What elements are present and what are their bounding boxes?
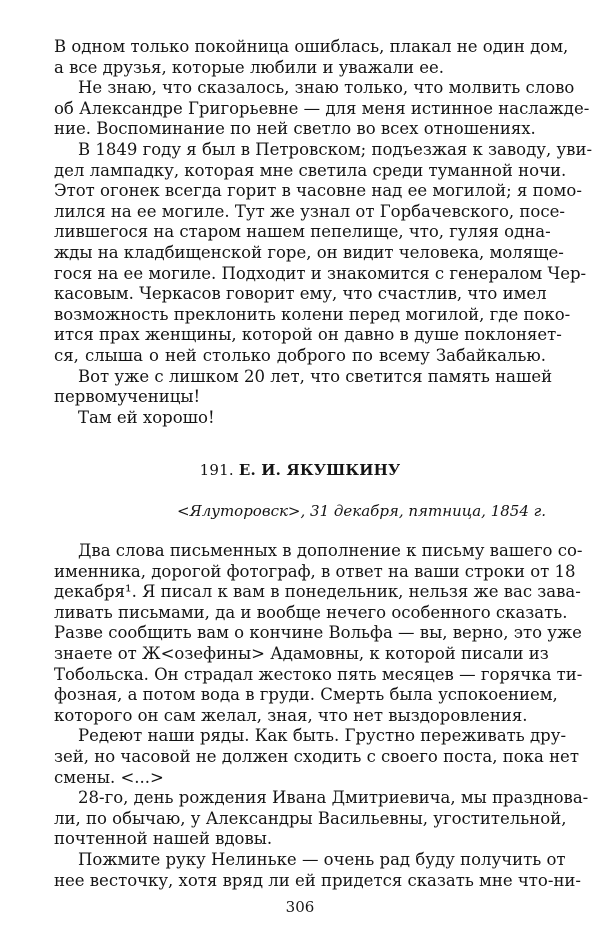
- text-line: которого он сам желал, зная, что нет выздоровления.: [54, 705, 528, 725]
- text-line: возможность преклонить колени перед могилой, где поко-: [54, 304, 571, 324]
- text-line: фозная, а потом вода в груди. Смерть была успокоением,: [54, 685, 558, 705]
- text-line: лившегося на старом нашем пепелище, что, гуляя однa-: [54, 222, 551, 242]
- text-line: касовым. Черкасов говорит ему, что счастлив, что имел: [54, 284, 547, 304]
- text-line: ся, слыша о ней столько доброго по всему Забайкалью.: [54, 345, 546, 365]
- page-number: 306: [285, 898, 315, 916]
- letter-number: 191.: [199, 461, 234, 479]
- text-line: Редеют наши ряды. Как быть. Грустно переживать дру-: [78, 726, 567, 746]
- text-line: нее весточку, хотя вряд ли ей придется сказать мне что-ни-: [54, 870, 582, 890]
- text-line: именника, дорогой фотограф, в ответ на ваши строки от 18: [54, 561, 576, 581]
- continued-letter-text: [54, 37, 593, 428]
- text-line: ли, по обычаю, у Александры Васильевны, угостительной,: [54, 808, 567, 828]
- text-line: первомученицы!: [54, 387, 201, 407]
- text-line: об Александре Григорьевне — для меня истинное наслажде-: [54, 98, 590, 118]
- text-line: лился на ее могиле. Тут же узнал от Горбачевского, посе-: [54, 201, 565, 221]
- letter-addressee: Е. И. ЯКУШКИНУ: [238, 461, 401, 479]
- text-line: 28-го, день рождения Ивана Дмитриевича, мы праздновa-: [78, 788, 589, 808]
- text-line: Вот уже с лишком 20 лет, что светится память нашей: [78, 366, 553, 386]
- letter-body-text: [54, 541, 589, 891]
- text-line: Разве сообщить вам о кончине Вольфа — вы, верно, это уже: [54, 623, 582, 643]
- text-line: Не знаю, что сказалось, знаю только, что молвить слово: [78, 78, 575, 98]
- text-line: а все друзья, которые любили и уважали ее.: [54, 57, 445, 77]
- text-line: ние. Воспоминание по ней светло во всех отношениях.: [54, 119, 536, 139]
- letter-dateline: <Ялуторовск>, 31 декабря, пятница, 1854 г.: [177, 502, 546, 520]
- text-line: Там ей хорошо!: [78, 407, 215, 427]
- text-line: жды на кладбищенской горе, он видит человека, молящe-: [54, 242, 564, 262]
- text-line: смены. <...>: [54, 767, 164, 787]
- text-line: Пожмите руку Нелиньке — очень рад буду получить от: [78, 849, 566, 869]
- letter-heading: [0, 460, 600, 480]
- text-line: почтенной нашей вдовы.: [54, 829, 273, 849]
- text-line: Этот огонек всегда горит в часовне над ее могилой; я помо-: [54, 181, 582, 201]
- text-line: ится прах женщины, которой он давно в душе поклоняет-: [54, 325, 562, 345]
- text-line: В одном только покойница ошиблась, плакал не один дом,: [54, 37, 569, 56]
- text-line: Два слова письменных в дополнение к письму вашего со-: [78, 541, 583, 560]
- text-line: дел лампадку, которая мне светила среди туманной ночи.: [54, 160, 567, 180]
- text-line: гося на ее могиле. Подходит и знакомится с генералом Чер-: [54, 263, 587, 283]
- text-line: Тобольска. Он страдал жестоко пять месяцев — горячка ти-: [54, 664, 583, 684]
- text-line: В 1849 году я был в Петровском; подъезжая к заводу, уви-: [78, 139, 593, 159]
- text-line: декабря¹. Я писал к вам в понедельник, нельзя же вас зава-: [54, 582, 581, 602]
- text-line: зей, но часовой не должен сходить с своего поста, пока нет: [54, 746, 579, 766]
- text-line: ливать письмами, да и вообще нечего особенного сказать.: [54, 602, 568, 622]
- text-line: знаете от Ж<озефины> Адамовны, к которой писали из: [54, 643, 549, 663]
